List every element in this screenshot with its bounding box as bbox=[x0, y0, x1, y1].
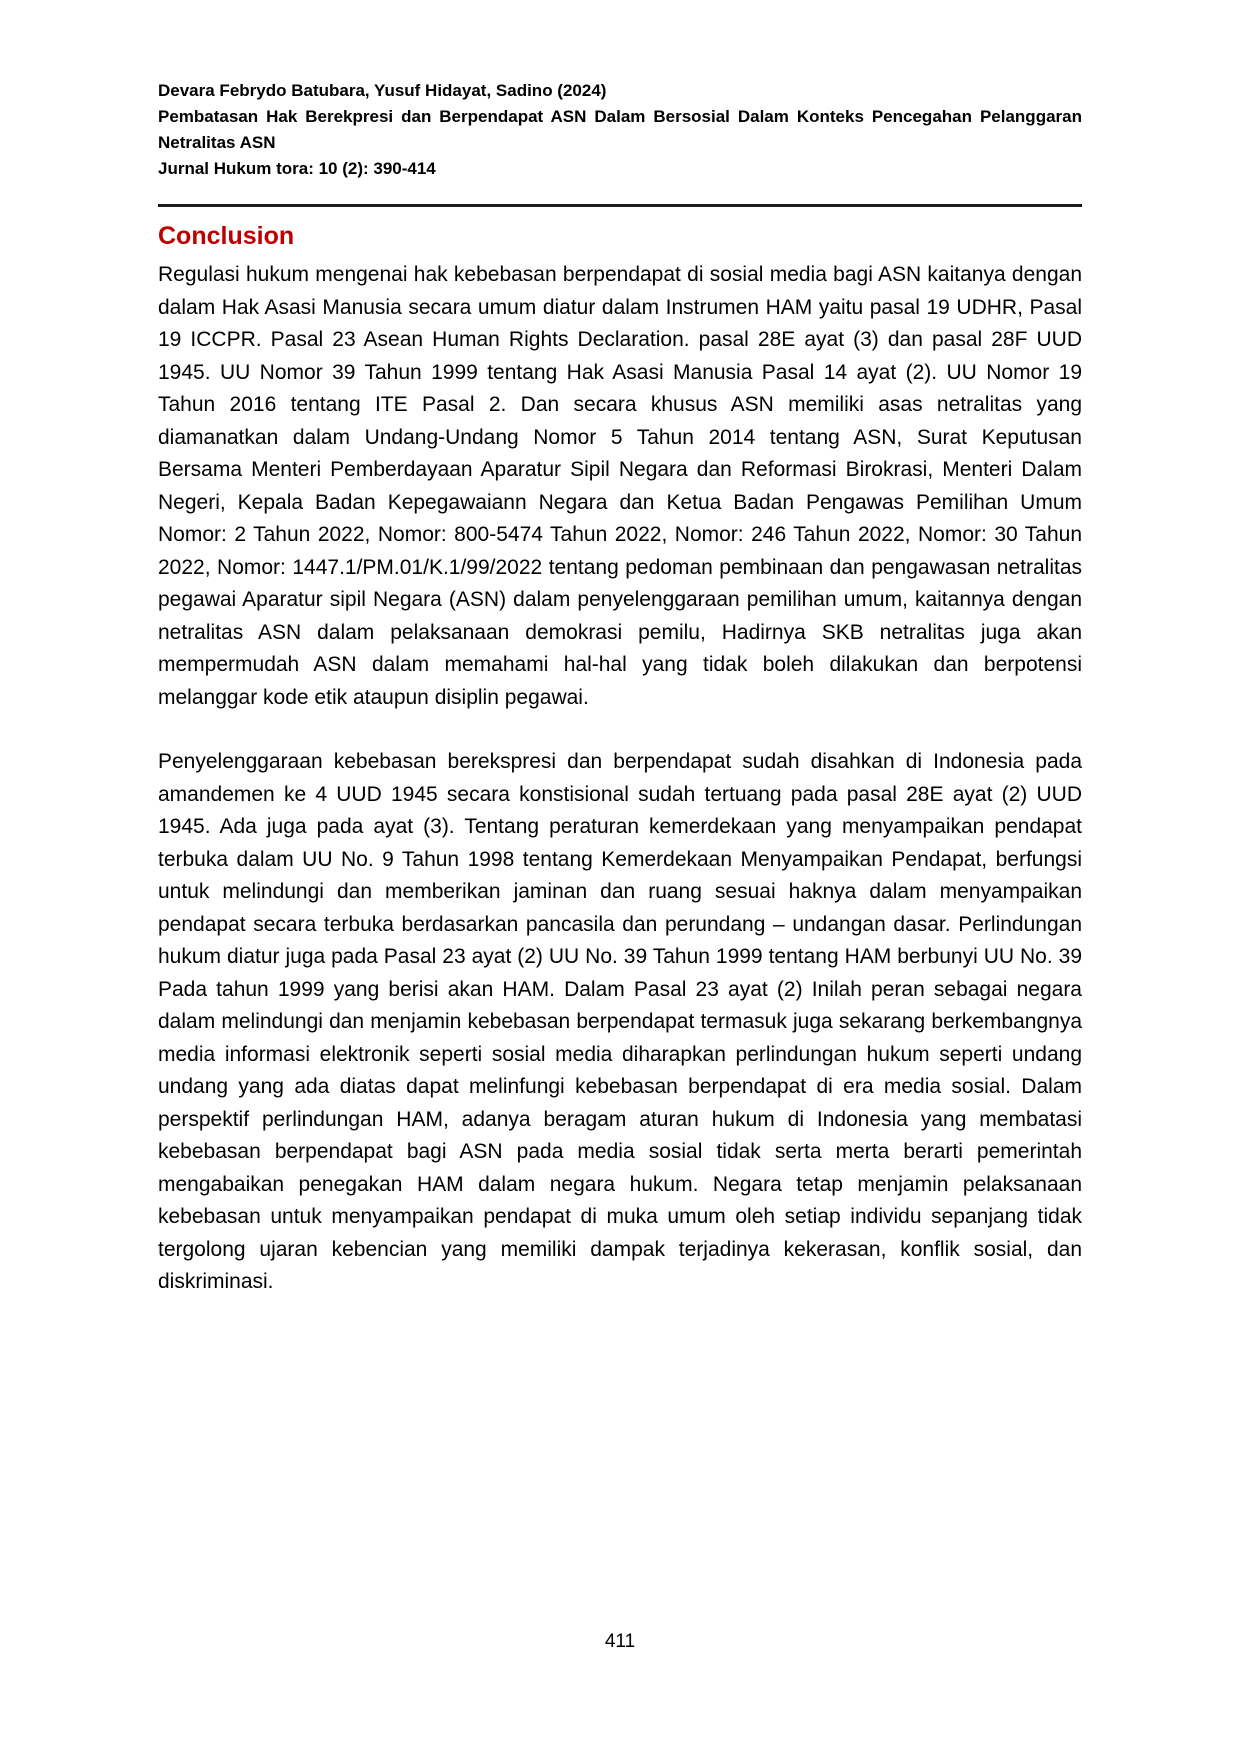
header-divider bbox=[158, 204, 1082, 207]
header-authors: Devara Febrydo Batubara, Yusuf Hidayat, Sadino (2024) bbox=[158, 81, 607, 100]
header-title: Pembatasan Hak Berekpresi dan Berpendapat ASN Dalam Bersosial Dalam Konteks Pencegahan Pelanggaran Netralitas ASN bbox=[158, 107, 1082, 152]
conclusion-paragraph-2: Penyelenggaraan kebebasan berekspresi dan berpendapat sudah disahkan di Indonesia pada amandemen ke 4 UUD 1945 secara konstisional sudah tertuang pada pasal 28E ayat (2) UUD 1945. Ada juga pada ayat (3). Tentang peraturan kemerdekaan yang menyampaikan pendapat terbuka dalam UU No. 9 Tahun 1998 tentang Kemerdekaan Menyampaikan Pendapat, berfungsi untuk melindungi dan memberikan jaminan dan ruang sesuai haknya dalam menyampaikan pendapat secara terbuka berdasarkan pancasila dan perundang – undangan dasar. Perlindungan hukum diatur juga pada Pasal 23 ayat (2) UU No. 39 Tahun 1999 tentang HAM berbunyi UU No. 39 Pada tahun 1999 yang berisi akan HAM. Dalam Pasal 23 ayat (2) Inilah peran sebagai negara dalam melindungi dan menjamin kebebasan berpendapat termasuk juga sekarang berkembangnya media informasi elektronik seperti sosial media diharapkan perlindungan hukum seperti undang undang yang ada diatas dapat melinfungi kebebasan berpendapat di era media sosial. Dalam perspektif perlindungan HAM, adanya beragam aturan hukum di Indonesia yang membatasi kebebasan berpendapat bagi ASN pada media sosial tidak serta merta berarti pemerintah mengabaikan penegakan HAM dalam negara hukum. Negara tetap menjamin pelaksanaan kebebasan untuk menyampaikan pendapat di muka umum oleh setiap individu sepanjang tidak tergolong ujaran kebencian yang memiliki dampak terjadinya kekerasan, konflik sosial, dan diskriminasi. bbox=[158, 750, 1082, 1293]
header-journal: Jurnal Hukum tora: 10 (2): 390-414 bbox=[158, 159, 436, 178]
section-heading: Conclusion bbox=[158, 222, 295, 250]
conclusion-paragraph-1: Regulasi hukum mengenai hak kebebasan berpendapat di sosial media bagi ASN kaitanya dengan dalam Hak Asasi Manusia secara umum diatur dalam Instrumen HAM yaitu pasal 19 UDHR, Pasal 19 ICCPR. Pasal 23 Asean Human Rights Declaration. pasal 28E ayat (3) dan pasal 28F UUD 1945. UU Nomor 39 Tahun 1999 tentang Hak Asasi Manusia Pasal 14 ayat (2). UU Nomor 19 Tahun 2016 tentang ITE Pasal 2. Dan secara khusus ASN memiliki asas netralitas yang diamanatkan dalam Undang-Undang Nomor 5 Tahun 2014 tentang ASN, Surat Keputusan Bersama Menteri Pemberdayaan Aparatur Sipil Negara dan Reformasi Birokrasi, Menteri Dalam Negeri, Kepala Badan Kepegawaiann Negara dan Ketua Badan Pengawas Pemilihan Umum Nomor: 2 Tahun 2022, Nomor: 800-5474 Tahun 2022, Nomor: 246 Tahun 2022, Nomor: 30 Tahun 2022, Nomor: 1447.1/PM.01/K.1/99/2022 tentang pedoman pembinaan dan pengawasan netralitas pegawai Aparatur sipil Negara (ASN) dalam penyelenggaraan pemilihan umum, kaitannya dengan netralitas ASN dalam pelaksanaan demokrasi pemilu, Hadirnya SKB netralitas juga akan mempermudah ASN dalam memahami hal-hal yang tidak boleh dilakukan dan berpotensi melanggar kode etik ataupun disiplin pegawai. bbox=[158, 263, 1082, 709]
paper-header bbox=[158, 78, 1082, 182]
page-footer bbox=[158, 1630, 1082, 1654]
page-number: 411 bbox=[604, 1631, 636, 1652]
